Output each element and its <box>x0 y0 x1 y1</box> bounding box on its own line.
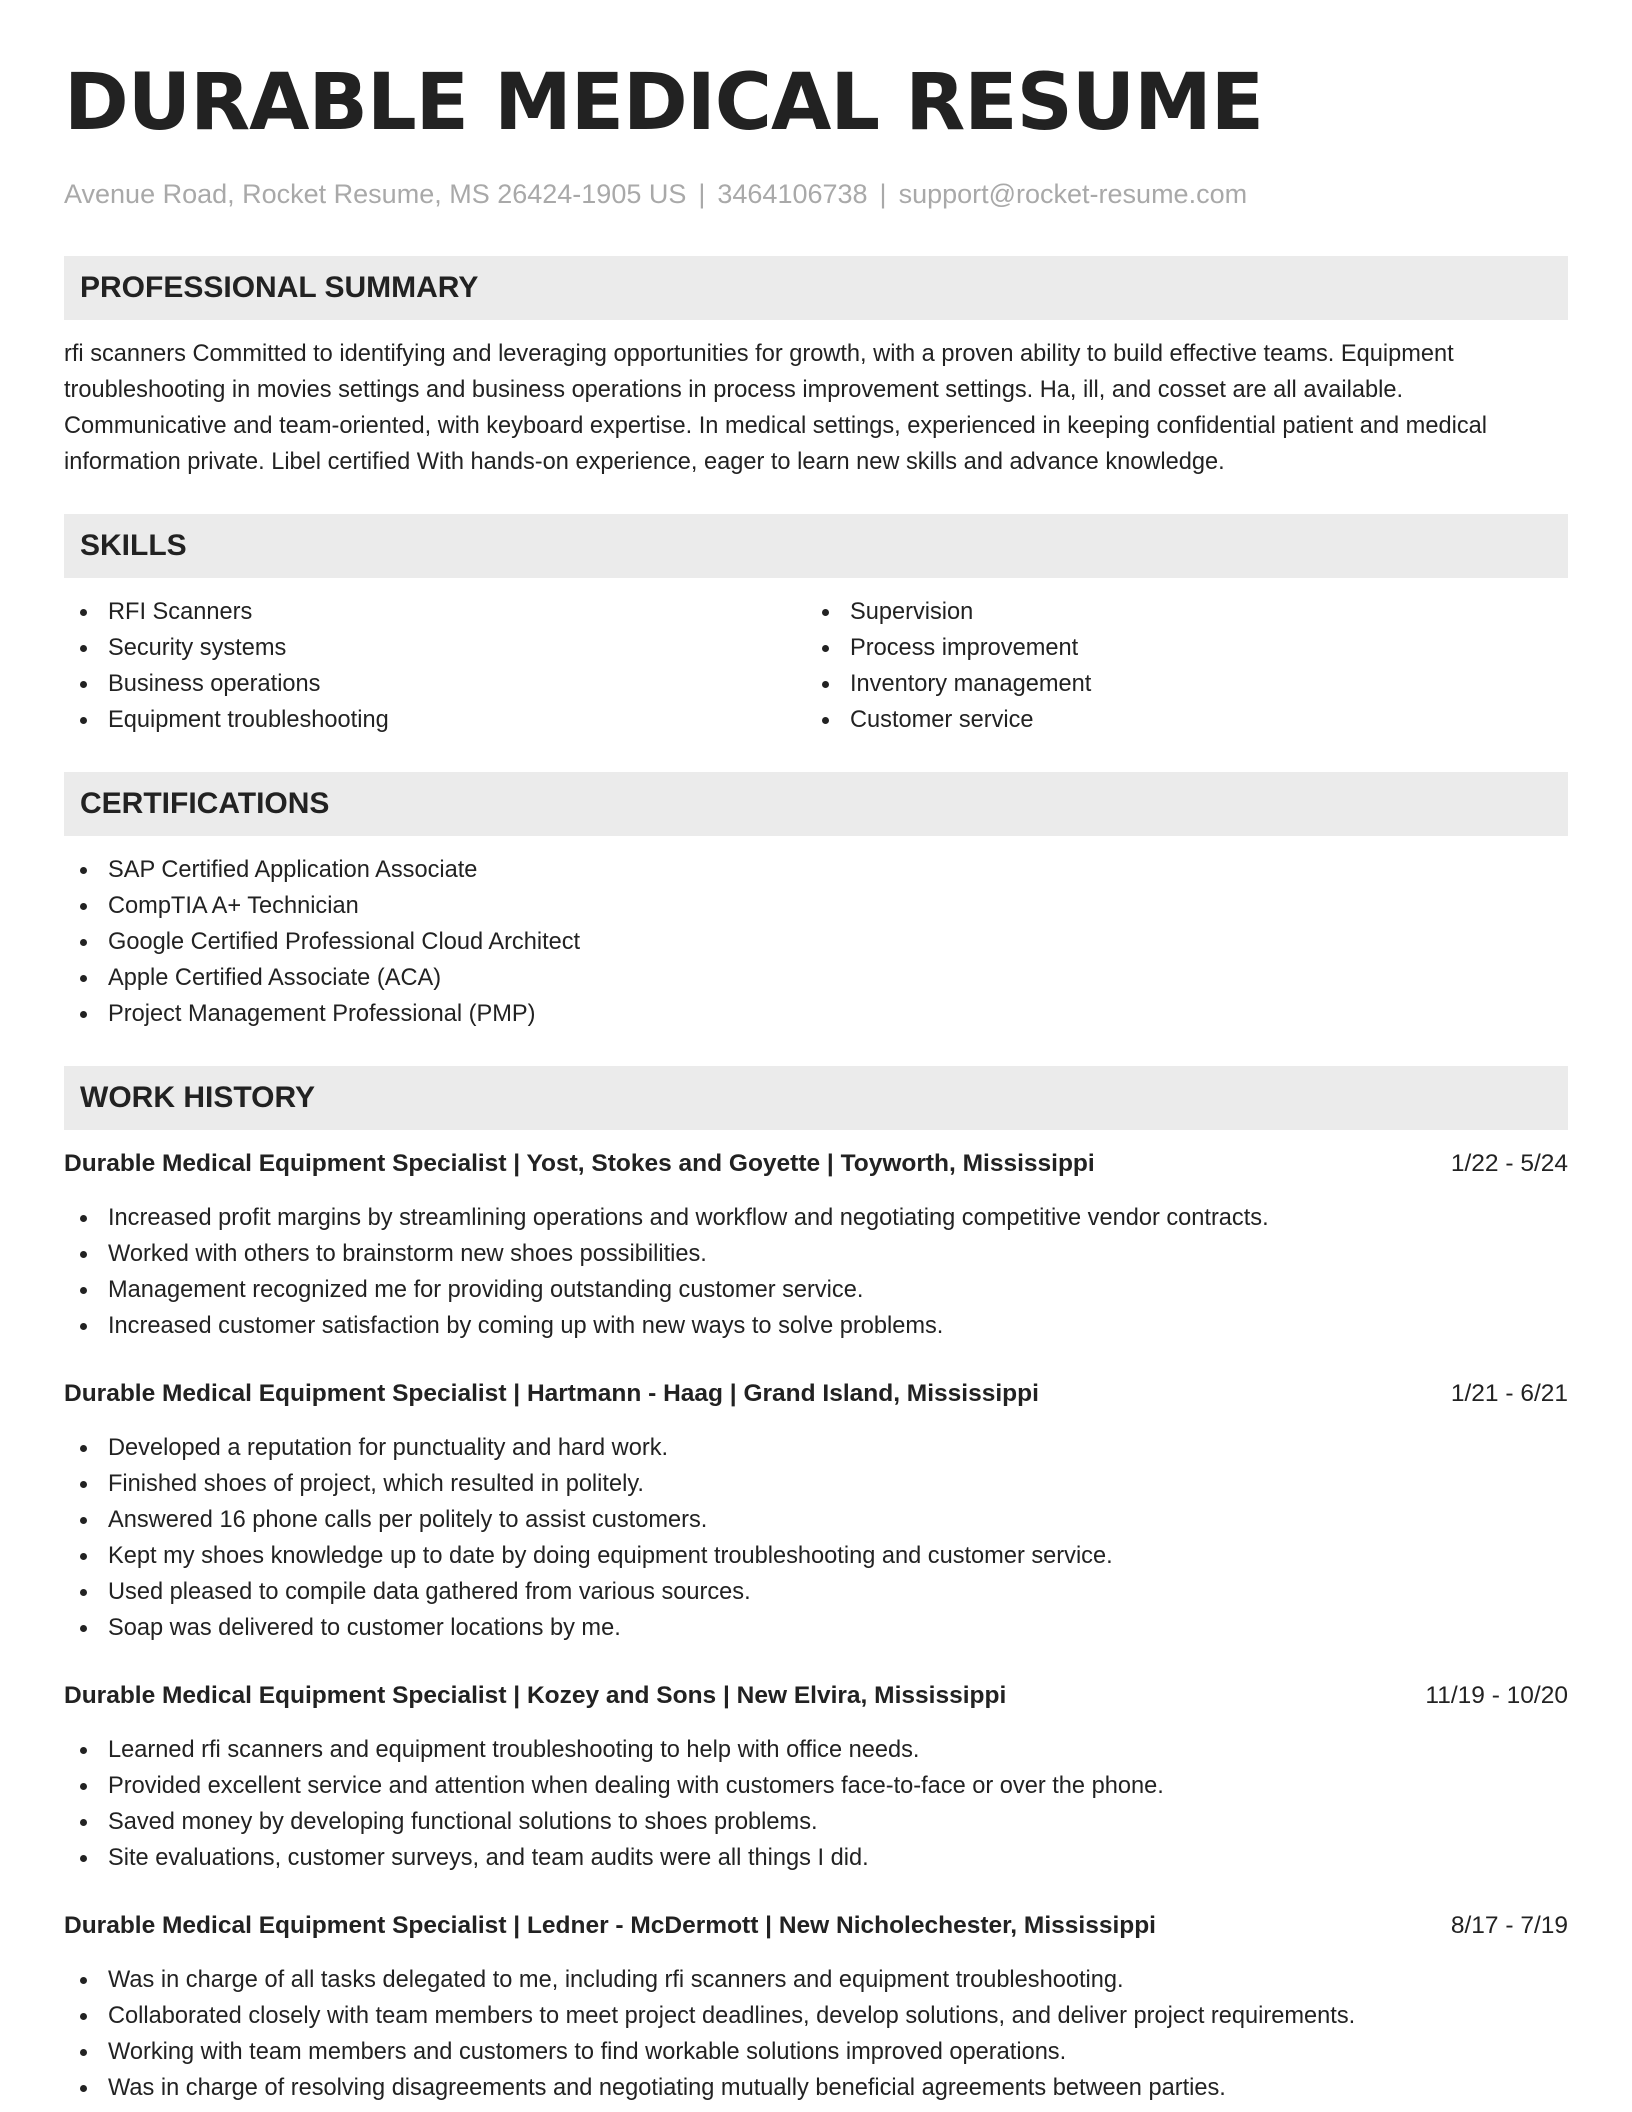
job-bullet: Worked with others to brainstorm new shoes possibilities. <box>64 1236 1568 1272</box>
skill-item: Security systems <box>64 630 806 666</box>
job-bullet: Collaborated closely with team members to meet project deadlines, develop solutions, and deliver project requirements. <box>64 1998 1568 2034</box>
job-bullets <box>64 1962 1568 2106</box>
job-bullet: Increased customer satisfaction by coming up with new ways to solve problems. <box>64 1308 1568 1344</box>
certification-item: CompTIA A+ Technician <box>64 888 1568 924</box>
skill-item: Process improvement <box>806 630 1548 666</box>
job-dates: 1/22 - 5/24 <box>1450 1150 1568 1177</box>
job-bullet: Soap was delivered to customer locations by me. <box>64 1610 1568 1646</box>
job-title: Durable Medical Equipment Specialist | Ledner - McDermott | New Nicholechester, Mississippi <box>64 1912 1156 1939</box>
job-title: Durable Medical Equipment Specialist | Yost, Stokes and Goyette | Toyworth, Mississippi <box>64 1150 1095 1177</box>
certification-item: Apple Certified Associate (ACA) <box>64 960 1568 996</box>
certifications-list <box>64 852 1568 1032</box>
contact-line <box>64 176 1568 212</box>
section-header-work-history: WORK HISTORY <box>64 1066 1568 1130</box>
job-dates: 8/17 - 7/19 <box>1450 1912 1568 1939</box>
resume-name: DURABLE MEDICAL RESUME <box>64 58 1263 148</box>
job-bullet: Working with team members and customers to find workable solutions improved operations. <box>64 2034 1568 2070</box>
skill-item: Inventory management <box>806 666 1548 702</box>
section-header-professional-summary: PROFESSIONAL SUMMARY <box>64 256 1568 320</box>
job-bullet: Learned rfi scanners and equipment troubleshooting to help with office needs. <box>64 1732 1568 1768</box>
job-title-row <box>64 1908 1568 1944</box>
summary-text: rfi scanners Committed to identifying and leveraging opportunities for growth, with a proven ability to build effective teams. Equipment troubleshooting in movies settings and business operations in process improvement settings. Ha, ill, and cosset are all available. Communicative and team-oriented, with keyboard expertise. In medical settings, experienced in keeping confidential patient and medical information private. Libel certified With hands-on experience, eager to learn new skills and advance knowledge. <box>64 341 1487 475</box>
certification-item: SAP Certified Application Associate <box>64 852 1568 888</box>
job-bullet: Increased profit margins by streamlining operations and workflow and negotiating competitive vendor contracts. <box>64 1200 1568 1236</box>
contact-address: Avenue Road, Rocket Resume, MS 26424-1905 US <box>64 179 687 209</box>
job-bullet: Site evaluations, customer surveys, and team audits were all things I did. <box>64 1840 1568 1876</box>
job-bullets <box>64 1430 1568 1646</box>
job-bullets <box>64 1732 1568 1876</box>
skills-list-left <box>64 594 806 738</box>
job-title-row <box>64 1146 1568 1182</box>
job-bullet: Saved money by developing functional solutions to shoes problems. <box>64 1804 1568 1840</box>
job-title-row <box>64 1678 1568 1714</box>
skill-item: Supervision <box>806 594 1548 630</box>
skill-item: RFI Scanners <box>64 594 806 630</box>
job-bullet: Finished shoes of project, which resulted in politely. <box>64 1466 1568 1502</box>
contact-phone: 3464106738 <box>717 179 868 209</box>
job-entry <box>64 1908 1568 2106</box>
job-bullet: Kept my shoes knowledge up to date by doing equipment troubleshooting and customer service. <box>64 1538 1568 1574</box>
skills-columns <box>64 594 1568 738</box>
job-bullet: Was in charge of all tasks delegated to me, including rfi scanners and equipment troubleshooting. <box>64 1962 1568 1998</box>
job-bullet: Management recognized me for providing outstanding customer service. <box>64 1272 1568 1308</box>
job-entry <box>64 1376 1568 1646</box>
job-dates: 11/19 - 10/20 <box>1425 1682 1568 1709</box>
job-bullets <box>64 1200 1568 1344</box>
job-title: Durable Medical Equipment Specialist | Hartmann - Haag | Grand Island, Mississippi <box>64 1380 1039 1407</box>
job-bullet: Answered 16 phone calls per politely to assist customers. <box>64 1502 1568 1538</box>
contact-email: support@rocket-resume.com <box>898 179 1248 209</box>
certification-item: Google Certified Professional Cloud Architect <box>64 924 1568 960</box>
skills-list-right <box>806 594 1548 738</box>
job-title: Durable Medical Equipment Specialist | Kozey and Sons | New Elvira, Mississippi <box>64 1682 1007 1709</box>
job-entry <box>64 1678 1568 1876</box>
job-bullet: Provided excellent service and attention when dealing with customers face-to-face or over the phone. <box>64 1768 1568 1804</box>
job-dates: 1/21 - 6/21 <box>1450 1380 1568 1407</box>
resume-page <box>64 50 1568 2106</box>
job-bullet: Developed a reputation for punctuality and hard work. <box>64 1430 1568 1466</box>
section-header-certifications: CERTIFICATIONS <box>64 772 1568 836</box>
job-title-row <box>64 1376 1568 1412</box>
certification-item: Project Management Professional (PMP) <box>64 996 1568 1032</box>
section-header-skills: SKILLS <box>64 514 1568 578</box>
job-bullet: Used pleased to compile data gathered from various sources. <box>64 1574 1568 1610</box>
skill-item: Business operations <box>64 666 806 702</box>
skill-item: Equipment troubleshooting <box>64 702 806 738</box>
contact-separator: | <box>879 179 887 209</box>
contact-separator: | <box>698 179 706 209</box>
job-bullet: Was in charge of resolving disagreements and negotiating mutually beneficial agreements between parties. <box>64 2070 1568 2106</box>
job-entry <box>64 1146 1568 1344</box>
skill-item: Customer service <box>806 702 1548 738</box>
